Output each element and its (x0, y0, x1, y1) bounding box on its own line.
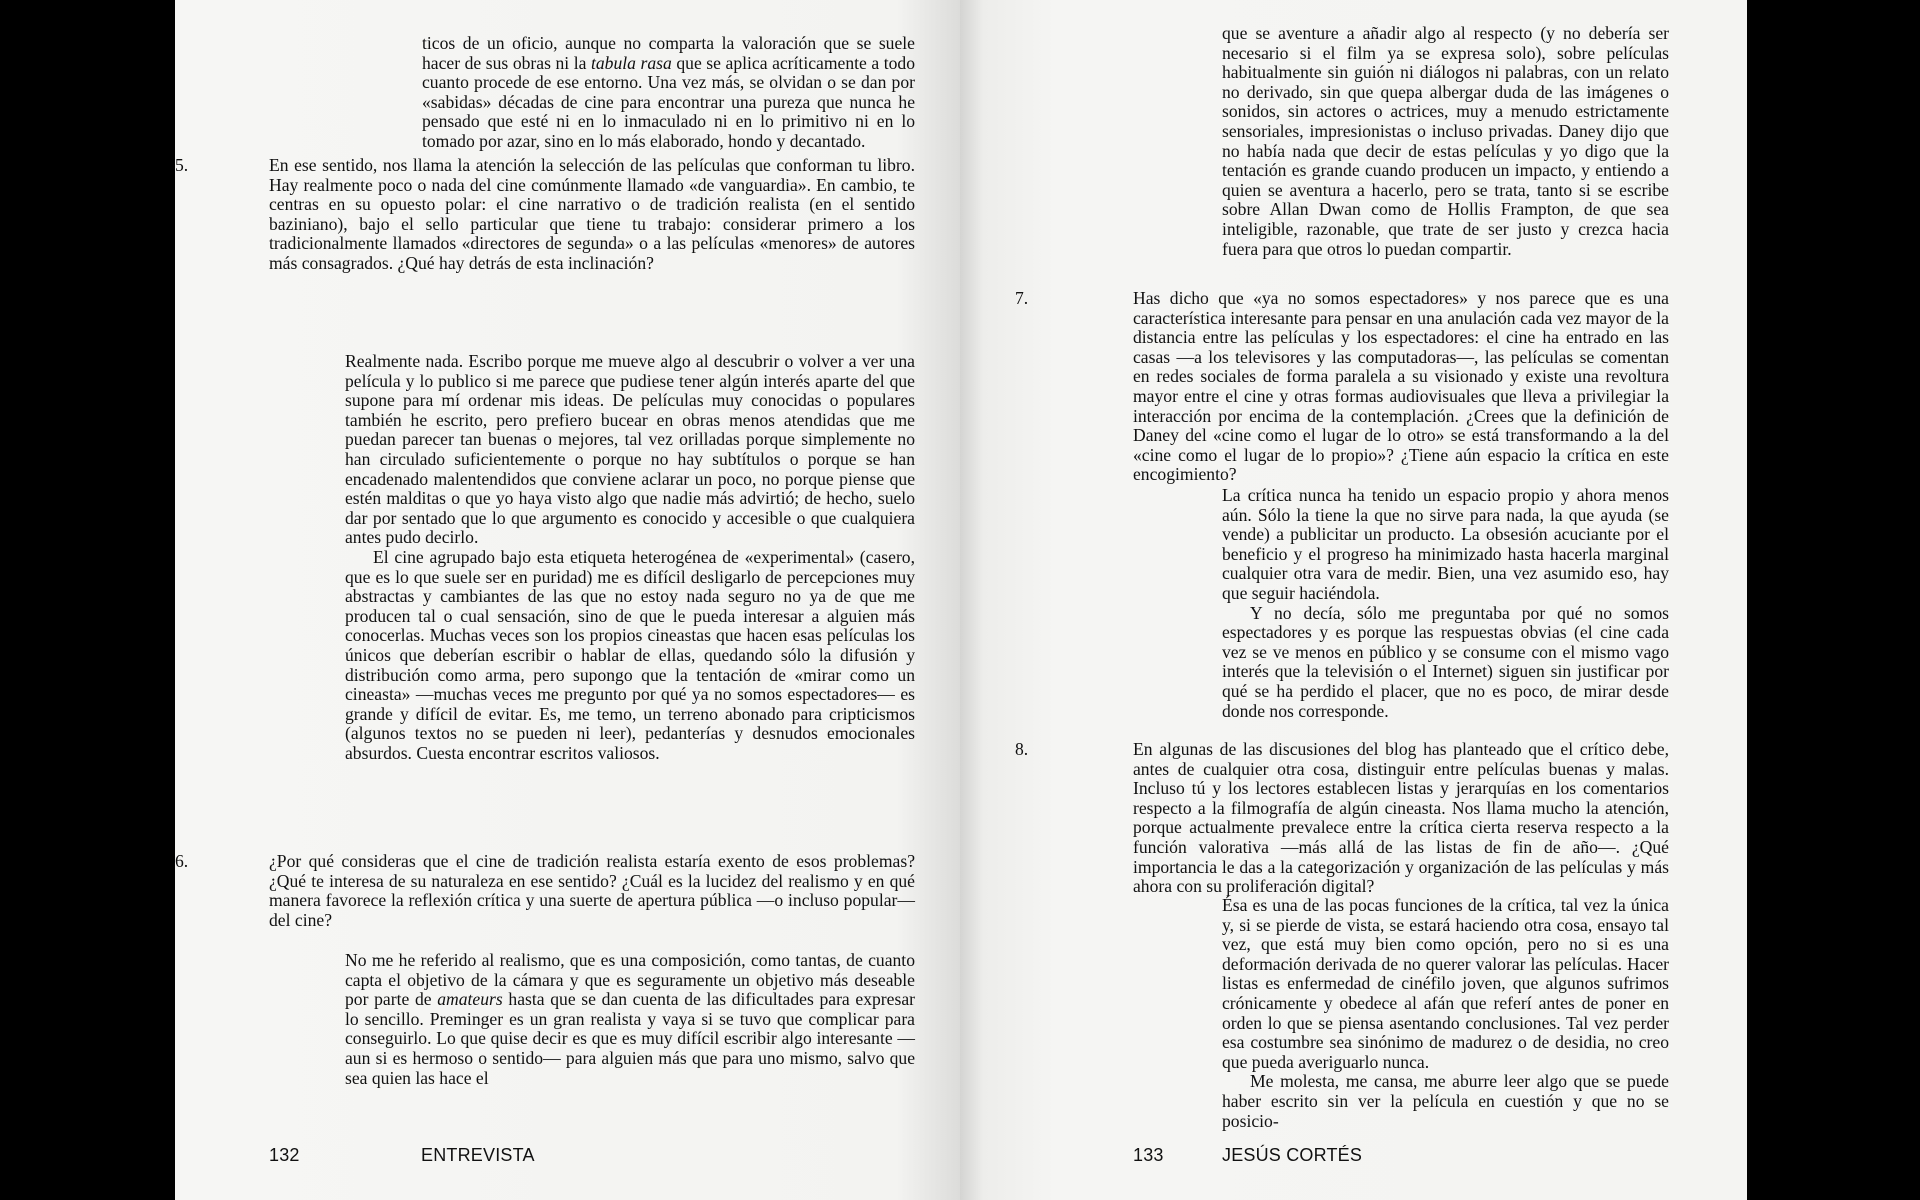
question-8: En algunas de las discusiones del blog has planteado que el crítico debe, antes de cualquier otra cosa, distinguir entre películas buenas y malas. Incluso tú y los lectores establecen listas y jerarquías en los comentarios respecto a la filmografía de algún cineasta. Nos llama mucho la atención, porque actualmente prevalece entre la crítica cierta reserva respecto a la función valorativa —más allá de las listas de fin de año—. ¿Qué importancia le das a la categorización y organización de las películas y más ahora con su proliferación digital? (1133, 739, 1669, 897)
answer-7-paragraph-2: Y no decía, sólo me preguntaba por qué no somos espectadores y es porque las respuestas obvias (el cine cada vez se ve menos en público y se consume con el mismo vago interés que la televisión o el Internet) siguen sin justificar por qué se ha perdido el placer, que no es poco, de mirar desde donde nos corresponde. (1222, 602, 1669, 721)
running-head-right: JESÚS CORTÉS (1222, 1145, 1363, 1165)
page-number-right: 133 (1133, 1145, 1164, 1165)
answer-5-paragraph-1: Realmente nada. Escribo porque me mueve algo al descubrir o volver a ver una película y lo publico si me parece que pudiese tener algún interés aparte del que supone para mí ordenar mis ideas. De películas muy conocidas o populares también he escrito, pero prefiero bucear en obras menos atendidas que me puedan parecer tan buenas o mejores, tal vez orilladas porque simplemente no han circulado suficientemente o porque no hay subtítulos o porque se han encadenado malentendidos que conviene aclarar un poco, no porque piense que estén malditas o que yo haya visto algo que nadie más advirtió; de hecho, suelo dar por sentado que lo que argumento es conocido y accesible o que cualquiera antes pudo decirlo. (345, 351, 915, 548)
question-6: ¿Por qué consideras que el cine de tradición realista estaría exento de esos problemas? ¿Qué te interesa de su naturaleza en ese sentido? ¿Cuál es la lucidez del realismo y en qué manera favorece la reflexión crítica y una suerte de apertura pública —o incluso popular— del cine? (269, 851, 915, 930)
right-page (960, 0, 1747, 1200)
question-number-5: 5. (175, 155, 189, 175)
answer-6: No me he referido al realismo, que es una composición, como tantas, de cuanto capta el objetivo de la cámara y que es seguramente un objetivo más deseable por parte de amateurs hasta que se dan cuenta de las dificultades para expresar lo sencillo. Preminger es un gran realista y vaya si se tuvo que complicar para conseguirlo. Lo que quise decir es que es muy difícil escribir algo interesante —aun si es hermoso o sentido— para alguien más que para uno mismo, salvo que sea quien las hace el (345, 950, 915, 1088)
answer-8-paragraph-2: Me molesta, me cansa, me aburre leer algo que se puede haber escrito sin ver la película en cuestión y que no se posicio- (1222, 1071, 1669, 1131)
question-7: Has dicho que «ya no somos espectadores» y nos parece que es una característica interesante para pensar en una anulación cada vez mayor de la distancia entre las películas y los espectadores: el cine ha entrado en las casas —a los televisores y las computadoras—, las películas se comentan en redes sociales de forma paralela a su visionado y existe una revoltura mayor entre el cine y otras formas audiovisuales que lleva a privilegiar la interacción por encima de la contemplación. ¿Crees que la definición de Daney del «cine como el lugar de lo otro» se está transformando a la del «cine como el lugar de lo propio»? ¿Tiene aún espacio la crítica en este encogimiento? (1133, 288, 1669, 485)
question-5: En ese sentido, nos llama la atención la selección de las películas que conforman tu libro. Hay realmente poco o nada del cine comúnmente llamado «de vanguardia». En cambio, te centras en su opuesto polar: el cine narrativo o de tradición realista (en el sentido baziniano), bajo el sello particular que tiene tu trabajo: considerar primero a los tradicionalmente llamados «directores de segunda» o a las películas «menores» de autores más consagrados. ¿Qué hay detrás de esta inclinación? (269, 155, 915, 273)
question-number-7: 7. (1015, 288, 1029, 308)
answer-7-paragraph-1: La crítica nunca ha tenido un espacio propio y ahora menos aún. Sólo la tiene la que no sirve para nada, la que ayuda (se vende) a publicitar un producto. La obsesión acuciante por el beneficio y el progreso ha minimizado hasta hacerla marginal cualquier otra vara de medir. Bien, una vez asumido eso, hay que seguir haciéndola. (1222, 485, 1669, 603)
answer-5-paragraph-2: El cine agrupado bajo esta etiqueta heterogénea de «experimental» (casero, que es lo que suele ser en puridad) me es difícil desligarlo de percepciones muy abstractas y cambiantes de las que no estoy nada seguro no ya de que me producen tal o cual sensación, sino de que le pueda interesar a alguien más conocerlas. Muchas veces son los propios cineastas que hacen esas películas los únicos que deberían escribir o hablar de ellas, quedando sólo la difusión y distribución como arma, pero supongo que la tentación de «mirar como un cineasta» —muchas veces me pregunto por qué ya no somos espectadores— es grande y difícil de evitar. Es, me temo, un terreno abonado para cripticismos (algunos textos no se pueden ni leer), pedanterías y desnudos emocionales absurdos. Cuesta encontrar escritos valiosos. (345, 546, 915, 763)
continuation-paragraph-right: que se aventure a añadir algo al respecto (y no debería ser necesario si el film ya se expresa solo), sobre películas habitualmente sin guión ni diálogos ni palabras, con un relato no derivado, sin que quepa albergar duda de las imágenes o sonidos, sin actores o actrices, muy a menudo estrictamente sensoriales, impresionistas o incluso privadas. Daney dijo que no había nada que decir de estas películas y yo digo que la tentación es grande cuando producen un impacto, y entiendo a quien se aventura a hacerlo, pero se trata, tanto si se escribe sobre Allan Dwan como de Hollis Frampton, de que sea inteligible, razonable, que trate de ser justo y crezca hacia fuera para que otros lo puedan compartir. (1222, 23, 1669, 259)
answer-8 (1222, 896, 1669, 1131)
question-number-6: 6. (175, 851, 189, 871)
answer-8-paragraph-1: Ésa es una de las pocas funciones de la crítica, tal vez la única y, si se pierde de vista, se estará haciendo otra cosa, ensayo tal vez, que está muy bien como opción, pero no si es una deformación derivada de no querer valorar las películas. Hacer listas es enfermedad de cinéfilo joven, que algunos sufrimos crónicamente y obedece al afán que referí antes de poner en orden lo que se piensa asentando conclusiones. Tal vez perder esa costumbre sea sinónimo de madurez o de desidia, no creo que pueda averiguarlo nunca. (1222, 895, 1669, 1072)
running-head-left: ENTREVISTA (421, 1145, 535, 1165)
answer-7 (1222, 486, 1669, 721)
page-number-left: 132 (269, 1145, 300, 1165)
answer-5 (345, 352, 915, 763)
question-number-8: 8. (1015, 739, 1029, 759)
continuation-paragraph: ticos de un oficio, aunque no comparta la valoración que se suele hacer de sus obras ni la tabula rasa que se aplica acríticamente a todo cuanto procede de ese entorno. Una vez más, se olvidan o se dan por «sabidas» décadas de cine para encontrar una pureza que nunca he pensado que esté ni en lo inmaculado ni en lo primitivo ni en lo tomado por azar, sino en lo más elaborado, hondo y decantado. (422, 33, 916, 151)
left-page (175, 0, 960, 1200)
